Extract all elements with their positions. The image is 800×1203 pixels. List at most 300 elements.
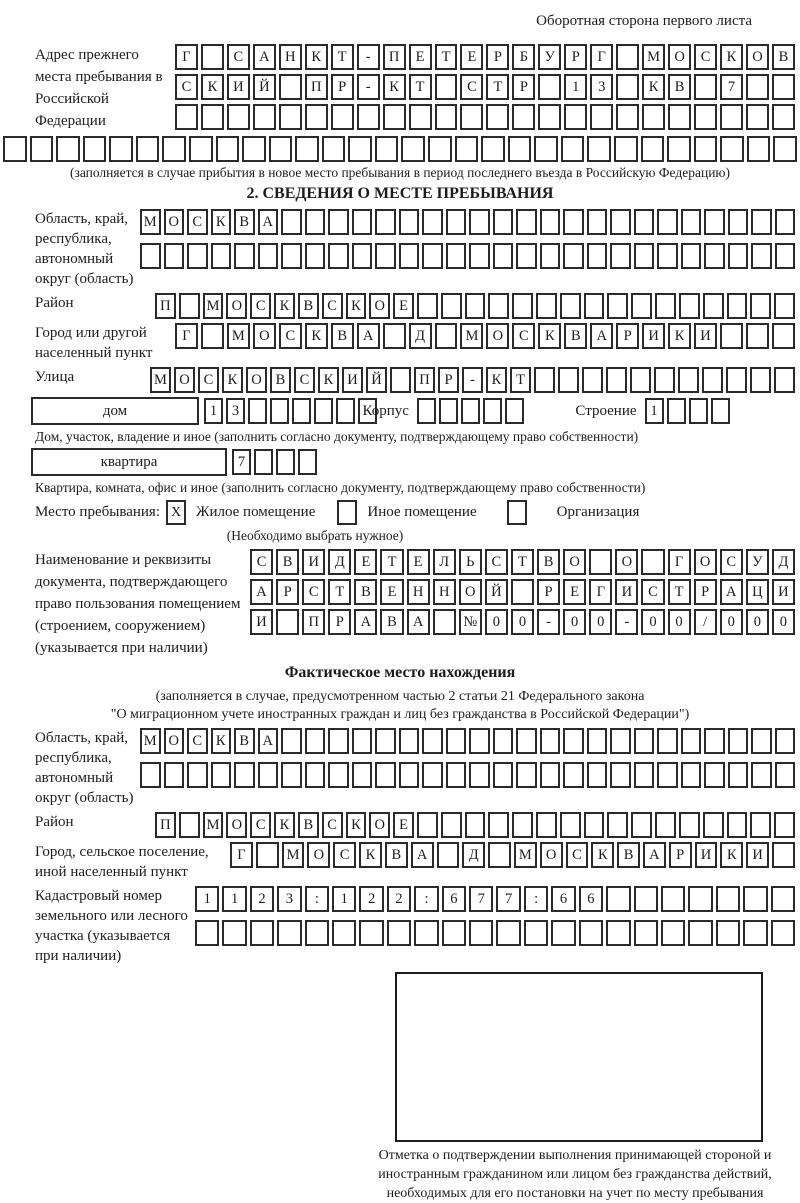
char-box[interactable]: В — [298, 293, 319, 319]
char-box[interactable] — [587, 243, 608, 269]
char-box[interactable] — [328, 243, 349, 269]
char-box[interactable]: С — [250, 293, 271, 319]
char-box[interactable] — [508, 136, 532, 162]
char-box[interactable]: А — [720, 579, 743, 605]
char-box[interactable] — [352, 243, 373, 269]
char-box[interactable]: С — [460, 74, 483, 100]
char-box[interactable] — [772, 323, 795, 349]
char-box[interactable] — [751, 209, 772, 235]
char-box[interactable]: С — [175, 74, 198, 100]
char-box[interactable] — [716, 920, 740, 946]
char-box[interactable] — [187, 243, 208, 269]
char-box[interactable] — [688, 920, 712, 946]
char-box[interactable] — [634, 920, 658, 946]
char-box[interactable]: А — [253, 44, 276, 70]
char-box[interactable] — [774, 812, 795, 838]
char-box[interactable] — [587, 762, 608, 788]
char-box[interactable] — [534, 367, 555, 393]
char-box[interactable]: О — [164, 728, 185, 754]
char-box[interactable]: Ь — [459, 549, 482, 575]
char-box[interactable] — [773, 136, 797, 162]
char-box[interactable] — [634, 886, 658, 912]
char-box[interactable] — [746, 323, 769, 349]
char-box[interactable] — [314, 398, 333, 424]
char-box[interactable] — [258, 243, 279, 269]
char-box[interactable] — [750, 293, 771, 319]
char-box[interactable] — [512, 293, 533, 319]
char-box[interactable]: О — [226, 812, 247, 838]
char-box[interactable] — [493, 209, 514, 235]
char-box[interactable]: М — [460, 323, 483, 349]
char-box[interactable] — [375, 136, 399, 162]
char-box[interactable] — [678, 367, 699, 393]
char-box[interactable]: М — [514, 842, 537, 868]
char-box[interactable] — [563, 209, 584, 235]
char-box[interactable]: Е — [409, 44, 432, 70]
char-box[interactable]: А — [411, 842, 434, 868]
char-box[interactable]: 1 — [222, 886, 246, 912]
char-box[interactable] — [727, 812, 748, 838]
char-box[interactable]: Е — [563, 579, 586, 605]
char-box[interactable]: О — [307, 842, 330, 868]
char-box[interactable]: Н — [407, 579, 430, 605]
char-box[interactable] — [109, 136, 133, 162]
char-box[interactable] — [654, 367, 675, 393]
char-box[interactable]: № — [459, 609, 482, 635]
char-box[interactable] — [322, 136, 346, 162]
char-box[interactable]: : — [524, 886, 548, 912]
char-box[interactable] — [657, 762, 678, 788]
char-box[interactable]: Г — [590, 44, 613, 70]
char-box[interactable]: Т — [409, 74, 432, 100]
char-box[interactable]: 1 — [564, 74, 587, 100]
char-box[interactable] — [716, 886, 740, 912]
char-box[interactable] — [614, 136, 638, 162]
char-box[interactable]: 7 — [469, 886, 493, 912]
char-box[interactable]: К — [383, 74, 406, 100]
char-box[interactable] — [417, 812, 438, 838]
char-box[interactable] — [560, 293, 581, 319]
char-box[interactable]: В — [234, 728, 255, 754]
char-box[interactable] — [179, 293, 200, 319]
char-box[interactable] — [250, 920, 274, 946]
char-box[interactable]: 0 — [720, 609, 743, 635]
char-box[interactable] — [728, 728, 749, 754]
char-box[interactable] — [538, 104, 561, 130]
char-box[interactable] — [253, 104, 276, 130]
char-box[interactable]: И — [695, 842, 718, 868]
char-box[interactable] — [616, 104, 639, 130]
stay-option-other-checkbox[interactable] — [337, 500, 357, 525]
char-box[interactable] — [222, 920, 246, 946]
house-number-boxes[interactable] — [204, 398, 354, 424]
char-box[interactable] — [276, 449, 295, 475]
char-box[interactable]: 0 — [746, 609, 769, 635]
char-box[interactable] — [422, 243, 443, 269]
char-box[interactable]: 1 — [195, 886, 219, 912]
char-box[interactable] — [189, 136, 213, 162]
char-box[interactable] — [772, 74, 795, 100]
char-box[interactable] — [681, 762, 702, 788]
char-box[interactable] — [587, 136, 611, 162]
char-box[interactable] — [328, 728, 349, 754]
char-box[interactable] — [428, 136, 452, 162]
char-box[interactable] — [606, 886, 630, 912]
char-box[interactable]: Т — [380, 549, 403, 575]
char-box[interactable] — [631, 293, 652, 319]
char-box[interactable]: Б — [512, 44, 535, 70]
char-box[interactable]: Е — [354, 549, 377, 575]
factual-district-row[interactable] — [155, 812, 795, 838]
char-box[interactable]: Д — [409, 323, 432, 349]
char-box[interactable]: Е — [407, 549, 430, 575]
char-box[interactable]: С — [250, 549, 273, 575]
char-box[interactable]: К — [201, 74, 224, 100]
char-box[interactable]: 0 — [772, 609, 795, 635]
char-box[interactable]: С — [198, 367, 219, 393]
char-box[interactable] — [414, 920, 438, 946]
char-box[interactable] — [516, 762, 537, 788]
char-box[interactable]: А — [357, 323, 380, 349]
char-box[interactable]: К — [274, 293, 295, 319]
char-box[interactable] — [399, 762, 420, 788]
char-box[interactable] — [563, 762, 584, 788]
char-box[interactable]: О — [226, 293, 247, 319]
char-box[interactable]: О — [369, 812, 390, 838]
char-box[interactable] — [775, 209, 796, 235]
char-box[interactable]: - — [357, 74, 380, 100]
char-box[interactable] — [772, 104, 795, 130]
char-box[interactable]: И — [772, 579, 795, 605]
char-box[interactable] — [726, 367, 747, 393]
char-box[interactable] — [711, 398, 730, 424]
char-box[interactable]: И — [642, 323, 665, 349]
char-box[interactable] — [728, 209, 749, 235]
char-box[interactable] — [446, 209, 467, 235]
char-box[interactable]: 6 — [551, 886, 575, 912]
char-box[interactable]: Т — [510, 367, 531, 393]
char-box[interactable] — [774, 293, 795, 319]
prev-address-row-3[interactable] — [175, 104, 795, 130]
char-box[interactable]: - — [357, 44, 380, 70]
char-box[interactable] — [417, 398, 436, 424]
char-box[interactable] — [563, 243, 584, 269]
char-box[interactable]: В — [772, 44, 795, 70]
char-box[interactable]: И — [342, 367, 363, 393]
char-box[interactable] — [634, 243, 655, 269]
char-box[interactable] — [582, 367, 603, 393]
char-box[interactable]: П — [383, 44, 406, 70]
char-box[interactable]: П — [414, 367, 435, 393]
char-box[interactable]: П — [305, 74, 328, 100]
char-box[interactable] — [256, 842, 279, 868]
char-box[interactable] — [486, 104, 509, 130]
char-box[interactable]: Р — [616, 323, 639, 349]
char-box[interactable] — [579, 920, 603, 946]
char-box[interactable]: 1 — [204, 398, 223, 424]
char-box[interactable] — [375, 209, 396, 235]
char-box[interactable] — [30, 136, 54, 162]
char-box[interactable] — [422, 728, 443, 754]
char-box[interactable]: О — [668, 44, 691, 70]
char-box[interactable]: М — [227, 323, 250, 349]
char-box[interactable] — [305, 728, 326, 754]
char-box[interactable] — [162, 136, 186, 162]
char-box[interactable]: Т — [668, 579, 691, 605]
char-box[interactable] — [446, 762, 467, 788]
char-box[interactable]: К — [486, 367, 507, 393]
char-box[interactable] — [703, 293, 724, 319]
char-box[interactable]: С — [302, 579, 325, 605]
char-box[interactable] — [488, 293, 509, 319]
char-box[interactable] — [201, 104, 224, 130]
char-box[interactable] — [441, 812, 462, 838]
char-box[interactable] — [352, 762, 373, 788]
char-box[interactable]: Р — [276, 579, 299, 605]
char-box[interactable] — [688, 886, 712, 912]
char-box[interactable] — [607, 812, 628, 838]
char-box[interactable]: Г — [175, 44, 198, 70]
char-box[interactable] — [305, 762, 326, 788]
char-box[interactable] — [216, 136, 240, 162]
char-box[interactable] — [694, 74, 717, 100]
char-box[interactable] — [679, 293, 700, 319]
char-box[interactable]: С — [512, 323, 535, 349]
char-box[interactable]: О — [563, 549, 586, 575]
char-box[interactable] — [540, 762, 561, 788]
district-row[interactable] — [155, 293, 795, 319]
char-box[interactable] — [336, 398, 355, 424]
char-box[interactable]: Т — [486, 74, 509, 100]
char-box[interactable] — [641, 549, 664, 575]
char-box[interactable] — [281, 209, 302, 235]
document-row-1[interactable] — [250, 549, 795, 575]
char-box[interactable]: 1 — [332, 886, 356, 912]
char-box[interactable] — [234, 762, 255, 788]
char-box[interactable]: С — [694, 44, 717, 70]
char-box[interactable] — [551, 920, 575, 946]
char-box[interactable] — [655, 812, 676, 838]
char-box[interactable] — [399, 728, 420, 754]
char-box[interactable] — [227, 104, 250, 130]
factual-region-row-2[interactable] — [140, 762, 795, 788]
char-box[interactable] — [610, 243, 631, 269]
char-box[interactable] — [195, 920, 219, 946]
char-box[interactable] — [563, 728, 584, 754]
char-box[interactable] — [187, 762, 208, 788]
char-box[interactable] — [589, 549, 612, 575]
char-box[interactable] — [281, 243, 302, 269]
char-box[interactable]: М — [203, 293, 224, 319]
char-box[interactable]: М — [642, 44, 665, 70]
char-box[interactable]: К — [346, 293, 367, 319]
char-box[interactable]: М — [282, 842, 305, 868]
city-row[interactable] — [175, 323, 795, 349]
char-box[interactable] — [375, 243, 396, 269]
char-box[interactable] — [331, 104, 354, 130]
char-box[interactable]: О — [540, 842, 563, 868]
char-box[interactable]: 6 — [442, 886, 466, 912]
char-box[interactable] — [616, 74, 639, 100]
char-box[interactable]: 6 — [579, 886, 603, 912]
char-box[interactable]: К — [211, 209, 232, 235]
char-box[interactable]: 0 — [485, 609, 508, 635]
char-box[interactable] — [433, 609, 456, 635]
char-box[interactable]: Л — [433, 549, 456, 575]
char-box[interactable]: Р — [438, 367, 459, 393]
char-box[interactable] — [281, 762, 302, 788]
char-box[interactable]: 7 — [720, 74, 743, 100]
char-box[interactable]: А — [250, 579, 273, 605]
char-box[interactable] — [399, 243, 420, 269]
factual-city-row[interactable] — [230, 842, 795, 868]
char-box[interactable]: О — [615, 549, 638, 575]
char-box[interactable] — [175, 104, 198, 130]
char-box[interactable] — [634, 762, 655, 788]
stay-option-organization-checkbox[interactable] — [507, 500, 527, 525]
char-box[interactable] — [469, 762, 490, 788]
char-box[interactable]: Р — [564, 44, 587, 70]
factual-region-row-1[interactable] — [140, 728, 795, 754]
char-box[interactable] — [512, 812, 533, 838]
cadastre-row-1[interactable] — [195, 886, 795, 912]
char-box[interactable]: Р — [669, 842, 692, 868]
char-box[interactable] — [536, 293, 557, 319]
char-box[interactable] — [720, 136, 744, 162]
char-box[interactable] — [348, 136, 372, 162]
char-box[interactable] — [728, 762, 749, 788]
char-box[interactable] — [83, 136, 107, 162]
char-box[interactable]: 3 — [590, 74, 613, 100]
char-box[interactable]: К — [720, 842, 743, 868]
char-box[interactable]: К — [538, 323, 561, 349]
char-box[interactable]: Н — [279, 44, 302, 70]
char-box[interactable]: Д — [328, 549, 351, 575]
char-box[interactable] — [610, 762, 631, 788]
char-box[interactable] — [516, 209, 537, 235]
char-box[interactable] — [422, 209, 443, 235]
char-box[interactable]: С — [641, 579, 664, 605]
char-box[interactable]: И — [694, 323, 717, 349]
char-box[interactable] — [505, 398, 524, 424]
char-box[interactable] — [564, 104, 587, 130]
char-box[interactable] — [328, 762, 349, 788]
char-box[interactable] — [409, 104, 432, 130]
char-box[interactable]: Р — [512, 74, 535, 100]
document-row-2[interactable] — [250, 579, 795, 605]
char-box[interactable] — [56, 136, 80, 162]
char-box[interactable] — [399, 209, 420, 235]
prev-address-row-4[interactable] — [3, 136, 797, 162]
char-box[interactable] — [657, 209, 678, 235]
char-box[interactable] — [481, 136, 505, 162]
char-box[interactable] — [560, 812, 581, 838]
prev-address-row-1[interactable] — [175, 44, 795, 70]
street-row[interactable] — [150, 367, 795, 393]
char-box[interactable] — [667, 136, 691, 162]
char-box[interactable] — [534, 136, 558, 162]
char-box[interactable] — [702, 367, 723, 393]
document-row-3[interactable] — [250, 609, 795, 635]
char-box[interactable]: С — [279, 323, 302, 349]
char-box[interactable] — [634, 728, 655, 754]
char-box[interactable]: Ц — [746, 579, 769, 605]
korpus-boxes[interactable] — [417, 398, 567, 424]
char-box[interactable]: 2 — [250, 886, 274, 912]
char-box[interactable]: К — [222, 367, 243, 393]
char-box[interactable] — [493, 762, 514, 788]
char-box[interactable] — [305, 209, 326, 235]
char-box[interactable]: Е — [393, 812, 414, 838]
char-box[interactable] — [140, 762, 161, 788]
char-box[interactable] — [352, 209, 373, 235]
char-box[interactable]: А — [590, 323, 613, 349]
char-box[interactable] — [746, 74, 769, 100]
char-box[interactable]: П — [302, 609, 325, 635]
char-box[interactable] — [461, 398, 480, 424]
char-box[interactable] — [258, 762, 279, 788]
char-box[interactable] — [540, 728, 561, 754]
char-box[interactable] — [305, 243, 326, 269]
char-box[interactable]: : — [305, 886, 329, 912]
char-box[interactable]: О — [246, 367, 267, 393]
char-box[interactable]: Р — [694, 579, 717, 605]
char-box[interactable]: Т — [331, 44, 354, 70]
char-box[interactable] — [352, 728, 373, 754]
char-box[interactable] — [136, 136, 160, 162]
cadastre-row-2[interactable] — [195, 920, 795, 946]
char-box[interactable]: С — [250, 812, 271, 838]
char-box[interactable] — [587, 728, 608, 754]
char-box[interactable] — [234, 243, 255, 269]
char-box[interactable]: Н — [433, 579, 456, 605]
char-box[interactable] — [254, 449, 273, 475]
char-box[interactable]: 2 — [387, 886, 411, 912]
char-box[interactable] — [164, 243, 185, 269]
apartment-boxes[interactable] — [232, 449, 795, 475]
char-box[interactable] — [668, 104, 691, 130]
region-row-2[interactable] — [140, 243, 795, 269]
char-box[interactable] — [750, 812, 771, 838]
char-box[interactable] — [704, 762, 725, 788]
char-box[interactable] — [439, 398, 458, 424]
char-box[interactable]: П — [155, 812, 176, 838]
char-box[interactable] — [590, 104, 613, 130]
char-box[interactable]: О — [164, 209, 185, 235]
char-box[interactable] — [694, 136, 718, 162]
char-box[interactable] — [524, 920, 548, 946]
char-box[interactable] — [743, 886, 767, 912]
char-box[interactable]: / — [694, 609, 717, 635]
char-box[interactable] — [667, 398, 686, 424]
char-box[interactable]: А — [407, 609, 430, 635]
char-box[interactable] — [681, 209, 702, 235]
char-box[interactable]: 0 — [641, 609, 664, 635]
char-box[interactable]: Р — [331, 74, 354, 100]
char-box[interactable]: В — [668, 74, 691, 100]
char-box[interactable] — [540, 209, 561, 235]
char-box[interactable]: М — [150, 367, 171, 393]
char-box[interactable] — [201, 323, 224, 349]
char-box[interactable] — [328, 209, 349, 235]
char-box[interactable]: В — [354, 579, 377, 605]
char-box[interactable] — [455, 136, 479, 162]
char-box[interactable]: Г — [175, 323, 198, 349]
char-box[interactable] — [277, 920, 301, 946]
char-box[interactable] — [657, 728, 678, 754]
char-box[interactable] — [279, 74, 302, 100]
char-box[interactable] — [610, 209, 631, 235]
